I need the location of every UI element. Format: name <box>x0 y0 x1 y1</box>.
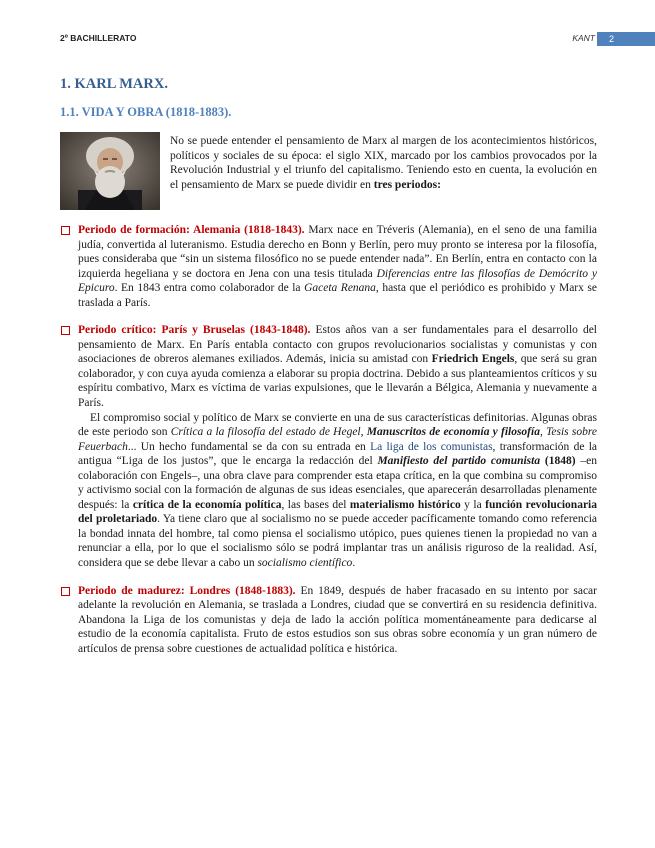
key-concept: materialismo histórico <box>349 498 461 511</box>
subsection-title: 1.1. VIDA Y OBRA (1818-1883). <box>60 105 232 119</box>
paragraph-text: . <box>352 557 356 570</box>
work-title: Manifiesto del partido comunista <box>377 455 541 468</box>
section-title: 1. KARL MARX. <box>60 76 168 92</box>
work-title: Manuscritos de economía y filosofía <box>366 426 540 439</box>
key-concept: crítica de la economía política <box>132 498 282 511</box>
period-text: , hasta que el periódico es prohibido y Marx se traslada a París. <box>78 282 597 309</box>
paragraph-text: –en colaboración con Engels–, una obra clave para comprender esta etapa crítica, en la que combina su compromiso y activismo social con la formación de algunas de sus ideas esenciales, que aparecerán desarrolladas plenamente después: la <box>78 455 597 511</box>
karl-marx-portrait <box>60 132 160 210</box>
paragraph-text: y la <box>460 498 486 511</box>
period-text: . En 1843 entra como colaborador de la <box>114 282 305 295</box>
work-title: Diferencias entre las filosofías de Demócrito y Epicuro <box>78 267 597 295</box>
checkbox-bullet-icon <box>61 326 70 335</box>
list-item-critico <box>60 323 597 570</box>
work-title: Gaceta Renana <box>304 282 376 295</box>
paragraph-text: ... Un hecho fundamental se da con su entrada en <box>127 440 371 453</box>
intro-text: No se puede entender el pensamiento de Marx al margen de los acontecimientos históricos, políticos y sociales de su época: el siglo XIX, marcado por los cambios provocados por la Revolución Industrial y el triunfo del capitalismo. Teniendo esto en cuenta, la evolución en el pensamiento de Marx se puede dividir en <box>170 135 597 191</box>
critico-second-paragraph <box>78 411 597 571</box>
header-subject: KANT <box>572 33 595 43</box>
person-name: Friedrich Engels <box>431 353 515 366</box>
paragraph-text: . Ya tiene claro que al socialismo no se puede acceder pacíficamente tomando como referencia la bondad innata del hombre, tal como piensa el socialismo utópico, pues quienes tienen la propiedad no van a renunciar a ella, por lo que el socialismo sólo se podrá implantar tras un análisis riguroso de la realidad. Así, considera que se debe llevar a cabo un <box>78 513 597 570</box>
period-heading: Periodo de formación: Alemania (1818-1843). <box>78 224 305 236</box>
page-number-badge: 2 <box>597 32 655 46</box>
document-body <box>60 76 597 656</box>
year-text: (1848) <box>540 455 576 468</box>
intro-bold: tres periodos: <box>373 178 441 191</box>
header-course: 2º BACHILLERATO <box>60 33 137 43</box>
paragraph-text: El compromiso social y político de Marx se convierte en una de sus características definitorias. Algunas obras de este periodo son <box>78 411 597 439</box>
period-heading: Periodo de madurez: Londres (1848-1883). <box>78 584 296 597</box>
work-title: Tesis sobre Feuerbach <box>78 426 597 453</box>
work-title: Crítica a la filosofía del estado de Hegel <box>170 426 361 439</box>
period-text: En 1849, después de haber fracasado en su intento por sacar adelante la revolución en Alemania, se traslada a Londres, ciudad que se convertirá en su residencia definitiva. Abandona la Liga de los comunistas y deja de lado la acción política momentáneamente para dedicarse al estudio de la economía capitalista. Fruto de estos estudios son sus obras sobre economía y un gran número de artículos de prensa sobre cuestiones de actualidad política e histórica. <box>78 584 597 655</box>
period-text: Estos años van a ser fundamentales para el desarrollo del pensamiento de Marx. En París entabla contacto con grupos revolucionarios socialistas y comunistas y con asociaciones de obreros alemanes exiliados. Además, inicia su amistad con <box>78 324 597 366</box>
list-item-formacion <box>60 223 597 310</box>
page-header <box>60 32 655 46</box>
paragraph-text: , las bases del <box>281 498 350 511</box>
liga-link-text: La liga de los comunistas <box>370 440 493 453</box>
checkbox-bullet-icon <box>61 226 70 235</box>
checkbox-bullet-icon <box>61 587 70 596</box>
key-concept: función revolucionaria del proletariado <box>78 498 598 526</box>
period-text: Marx nace en Tréveris (Alemania), en el seno de una familia judía, convertida al luteranismo. Estudia derecho en Bonn y Berlín, pero muy pronto se interesa por la filosofía, pues consideraba que “sin un sistema filosófico no se puede entender nada”. En Berlín, entra en contacto con la izquierda hegeliana y se doctora en Jena con una tesis titulada <box>78 224 597 280</box>
key-term: socialismo científico <box>257 557 353 570</box>
period-text: , que será su gran colaborador, y con cuya ayuda comienza a elaborar su propia doctrina. Debido a sus planteamientos críticos y su espíritu combativo, Marx es víctima de varias expulsiones, que le llevarán a Bélgica, Alemania y nuevamente a París. <box>78 353 598 410</box>
list-item-madurez <box>60 584 597 657</box>
period-heading: Periodo crítico: París y Bruselas (1843-1848). <box>78 324 311 337</box>
paragraph-text: , <box>360 426 367 439</box>
paragraph-text: , transformación de la antigua “Liga de los justos”, que le encarga la redacción del <box>78 440 597 468</box>
paragraph-text: , <box>539 426 547 439</box>
intro-block <box>60 132 597 210</box>
